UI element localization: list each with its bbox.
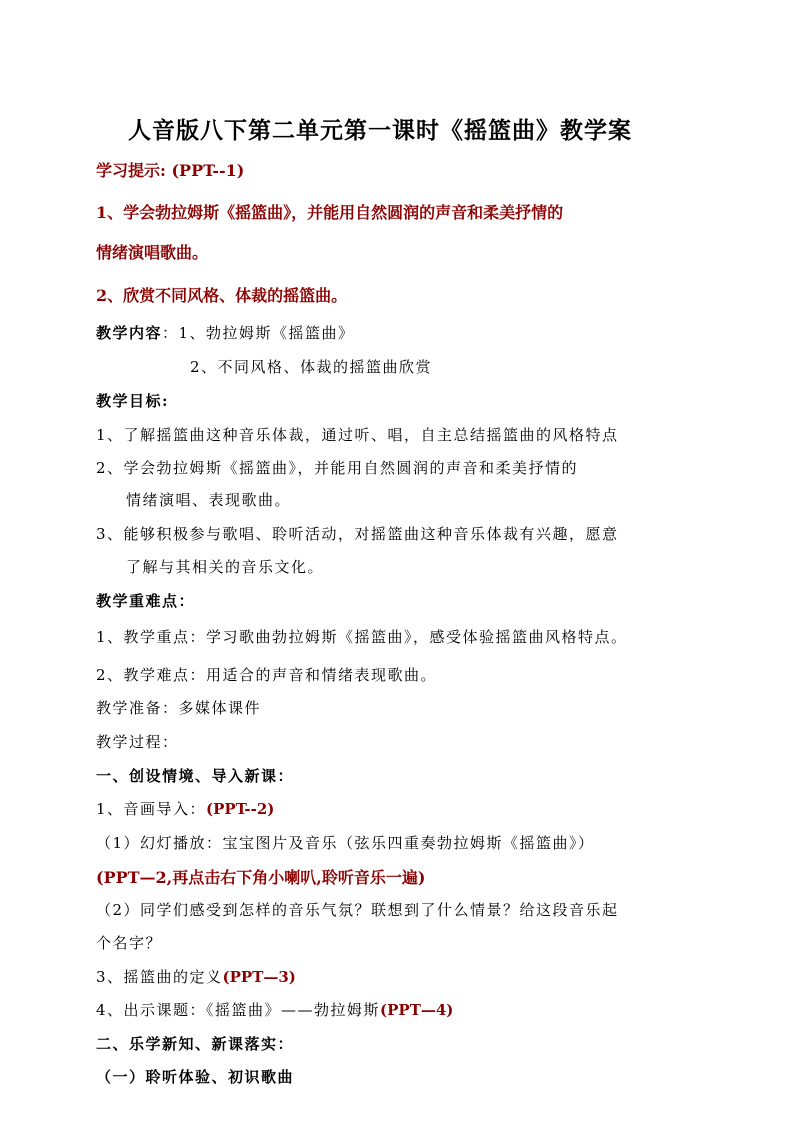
section-1-item-3-text: 3、摇篮曲的定义 bbox=[96, 968, 223, 986]
section-1-sub-2-line-2: 个名字？ bbox=[96, 934, 163, 952]
goal-3-line-2: 了解与其相关的音乐文化。 bbox=[126, 558, 325, 576]
content-label: 教学内容 bbox=[96, 324, 163, 342]
goal-2-line-1: 2、学会勃拉姆斯《摇篮曲》，并能用自然圆润的声音和柔美抒情的 bbox=[96, 459, 579, 477]
section-1-sub-1-ref: (PPT—2,再点击右下角小喇叭,聆听音乐一遍) bbox=[96, 868, 426, 887]
key-2: 2、教学难点：用适合的声音和情绪表现歌曲。 bbox=[96, 666, 438, 684]
section-1-item-3 bbox=[96, 966, 296, 987]
section-1-item-1 bbox=[96, 798, 274, 819]
key-heading: 教学重难点： bbox=[96, 592, 196, 610]
section-1-sub-1: （1）幻灯播放：宝宝图片及音乐（弦乐四重奏勃拉姆斯《摇篮曲》） bbox=[96, 834, 595, 852]
section-1-heading: 一、创设情境、导入新课： bbox=[96, 767, 295, 785]
goal-heading: 教学目标: bbox=[96, 392, 170, 410]
content-item-2: 2、不同风格、体裁的摇篮曲欣赏 bbox=[190, 358, 433, 376]
content-item-1: ：1、勃拉姆斯《摇篮曲》 bbox=[162, 324, 355, 342]
tip-2: 2、欣赏不同风格、体裁的摇篮曲。 bbox=[96, 286, 348, 305]
tip-1-line-1: 1、学会勃拉姆斯《摇篮曲》，并能用自然圆润的声音和柔美抒情的 bbox=[96, 203, 564, 222]
document-title: 人音版八下第二单元第一课时《摇篮曲》教学案 bbox=[128, 117, 632, 144]
key-1: 1、教学重点：学习歌曲勃拉姆斯《摇篮曲》，感受体验摇篮曲风格特点。 bbox=[96, 628, 628, 646]
tip-1-line-2: 情绪演唱歌曲。 bbox=[96, 243, 209, 262]
section-1-item-4-text: 4、出示课题：《摇篮曲》——勃拉姆斯 bbox=[96, 1001, 381, 1019]
section-1-item-1-text: 1、音画导入： bbox=[96, 800, 207, 818]
goal-3-line-1: 3、能够积极参与歌唱、聆听活动，对摇篮曲这种音乐体裁有兴趣，愿意 bbox=[96, 525, 619, 543]
ppt-4-ref: (PPT—4) bbox=[380, 1001, 454, 1019]
process-heading: 教学过程： bbox=[96, 733, 179, 751]
content-line-1 bbox=[96, 322, 355, 343]
section-2-sub-1: （一）聆听体验、初识歌曲 bbox=[96, 1068, 295, 1086]
preparation: 教学准备：多媒体课件 bbox=[96, 699, 262, 717]
ppt-2-ref: (PPT--2) bbox=[206, 800, 275, 818]
section-1-sub-2-line-1: （2）同学们感受到怎样的音乐气氛？联想到了什么情景？给这段音乐起 bbox=[96, 901, 619, 919]
tip-heading: 学习提示: (PPT--1) bbox=[96, 161, 245, 180]
section-2-heading: 二、乐学新知、新课落实： bbox=[96, 1035, 295, 1053]
section-1-item-4 bbox=[96, 999, 453, 1020]
goal-2-line-2: 情绪演唱、表现歌曲。 bbox=[126, 491, 292, 509]
ppt-3-ref: (PPT—3) bbox=[222, 968, 296, 986]
goal-1: 1、了解摇篮曲这种音乐体裁，通过听、唱，自主总结摇篮曲的风格特点 bbox=[96, 426, 619, 444]
